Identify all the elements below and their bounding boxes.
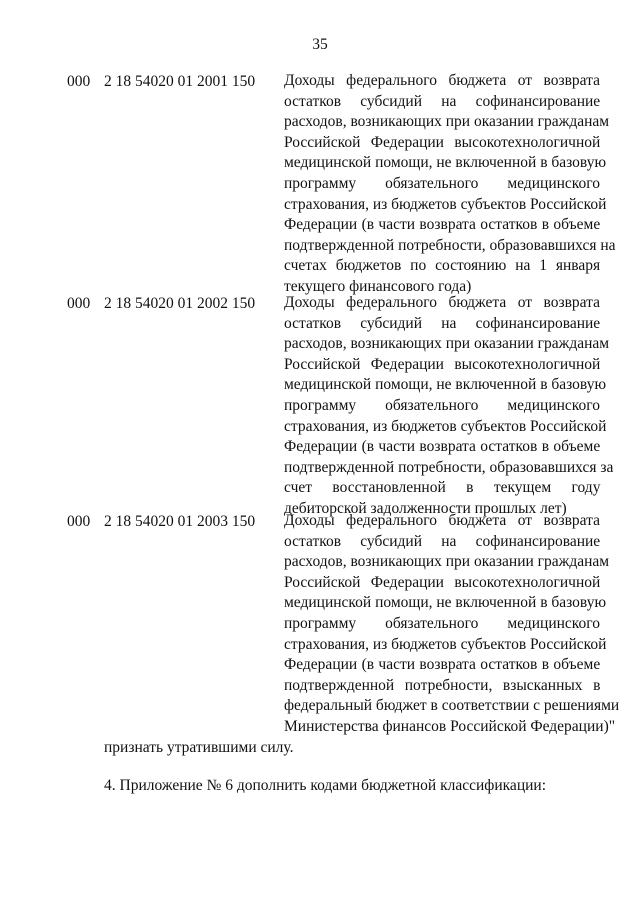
budget-classification-code: 2 18 54020 01 2001 150 [104, 73, 256, 90]
description-line: Российской Федерации высокотехнологичной [284, 355, 601, 373]
description-line: остатков субсидий на софинансирование [284, 92, 601, 110]
entry-description [284, 293, 614, 520]
description-line: Доходы федерального бюджета от возврата [284, 512, 600, 529]
description-line: расходов, возникающих при оказании гражданам [284, 335, 610, 353]
amendment-item-4: 4. Приложение № 6 дополнить кодами бюджетной классификации: [104, 777, 547, 794]
description-line: Российской Федерации высокотехнологичной [284, 133, 601, 151]
description-line: счет восстановленной в текущем году [284, 479, 601, 497]
description-line: остатков субсидий на софинансирование [284, 314, 601, 332]
description-line: медицинской помощи, не включенной в базовую [284, 376, 607, 394]
description-line: Федерации (в части возврата остатков в объеме [284, 438, 601, 456]
description-line: Министерства финансов Российской Федерации)" [284, 717, 616, 735]
description-line: подтвержденной потребности, образовавшихся на [284, 236, 616, 254]
description-line: программу обязательного медицинского [284, 396, 600, 414]
description-line: программу обязательного медицинского [284, 174, 600, 192]
description-line: страхования, из бюджетов субъектов Российской [284, 417, 607, 435]
description-line: Федерации (в части возврата остатков в объеме [284, 656, 601, 674]
admin-code: 000 [67, 73, 91, 90]
description-line: медицинской помощи, не включенной в базовую [284, 594, 607, 612]
budget-classification-code: 2 18 54020 01 2002 150 [104, 295, 256, 312]
description-line: Российской Федерации высокотехнологичной [284, 573, 601, 591]
description-line: подтвержденной потребности, образовавшихся за [284, 458, 614, 476]
description-line: страхования, из бюджетов субъектов Российской [284, 635, 607, 653]
description-line: медицинской помощи, не включенной в базовую [284, 154, 607, 172]
description-line: Доходы федерального бюджета от возврата [284, 294, 600, 311]
description-line: Доходы федерального бюджета от возврата [284, 72, 600, 89]
description-line: расходов, возникающих при оказании гражданам [284, 553, 610, 571]
description-line: страхования, из бюджетов субъектов Российской [284, 195, 607, 213]
repeal-statement: признать утратившими силу. [104, 739, 294, 756]
description-line: остатков субсидий на софинансирование [284, 532, 601, 550]
entry-description [284, 511, 620, 738]
page-number: 35 [312, 36, 328, 53]
description-line: дебиторской задолженности прошлых лет) [284, 499, 567, 517]
description-line: программу обязательного медицинского [284, 614, 600, 632]
description-line: счетах бюджетов по состоянию на 1 января [284, 257, 601, 275]
description-line: текущего финансового года) [284, 277, 472, 295]
description-line: расходов, возникающих при оказании гражданам [284, 113, 610, 131]
budget-classification-code: 2 18 54020 01 2003 150 [104, 513, 256, 530]
admin-code: 000 [67, 295, 91, 312]
description-line: подтвержденной потребности, взысканных в [284, 676, 601, 694]
admin-code: 000 [67, 513, 91, 530]
entry-description [284, 71, 616, 298]
description-line: федеральный бюджет в соответствии с решениями [284, 697, 620, 715]
description-line: Федерации (в части возврата остатков в объеме [284, 216, 601, 234]
